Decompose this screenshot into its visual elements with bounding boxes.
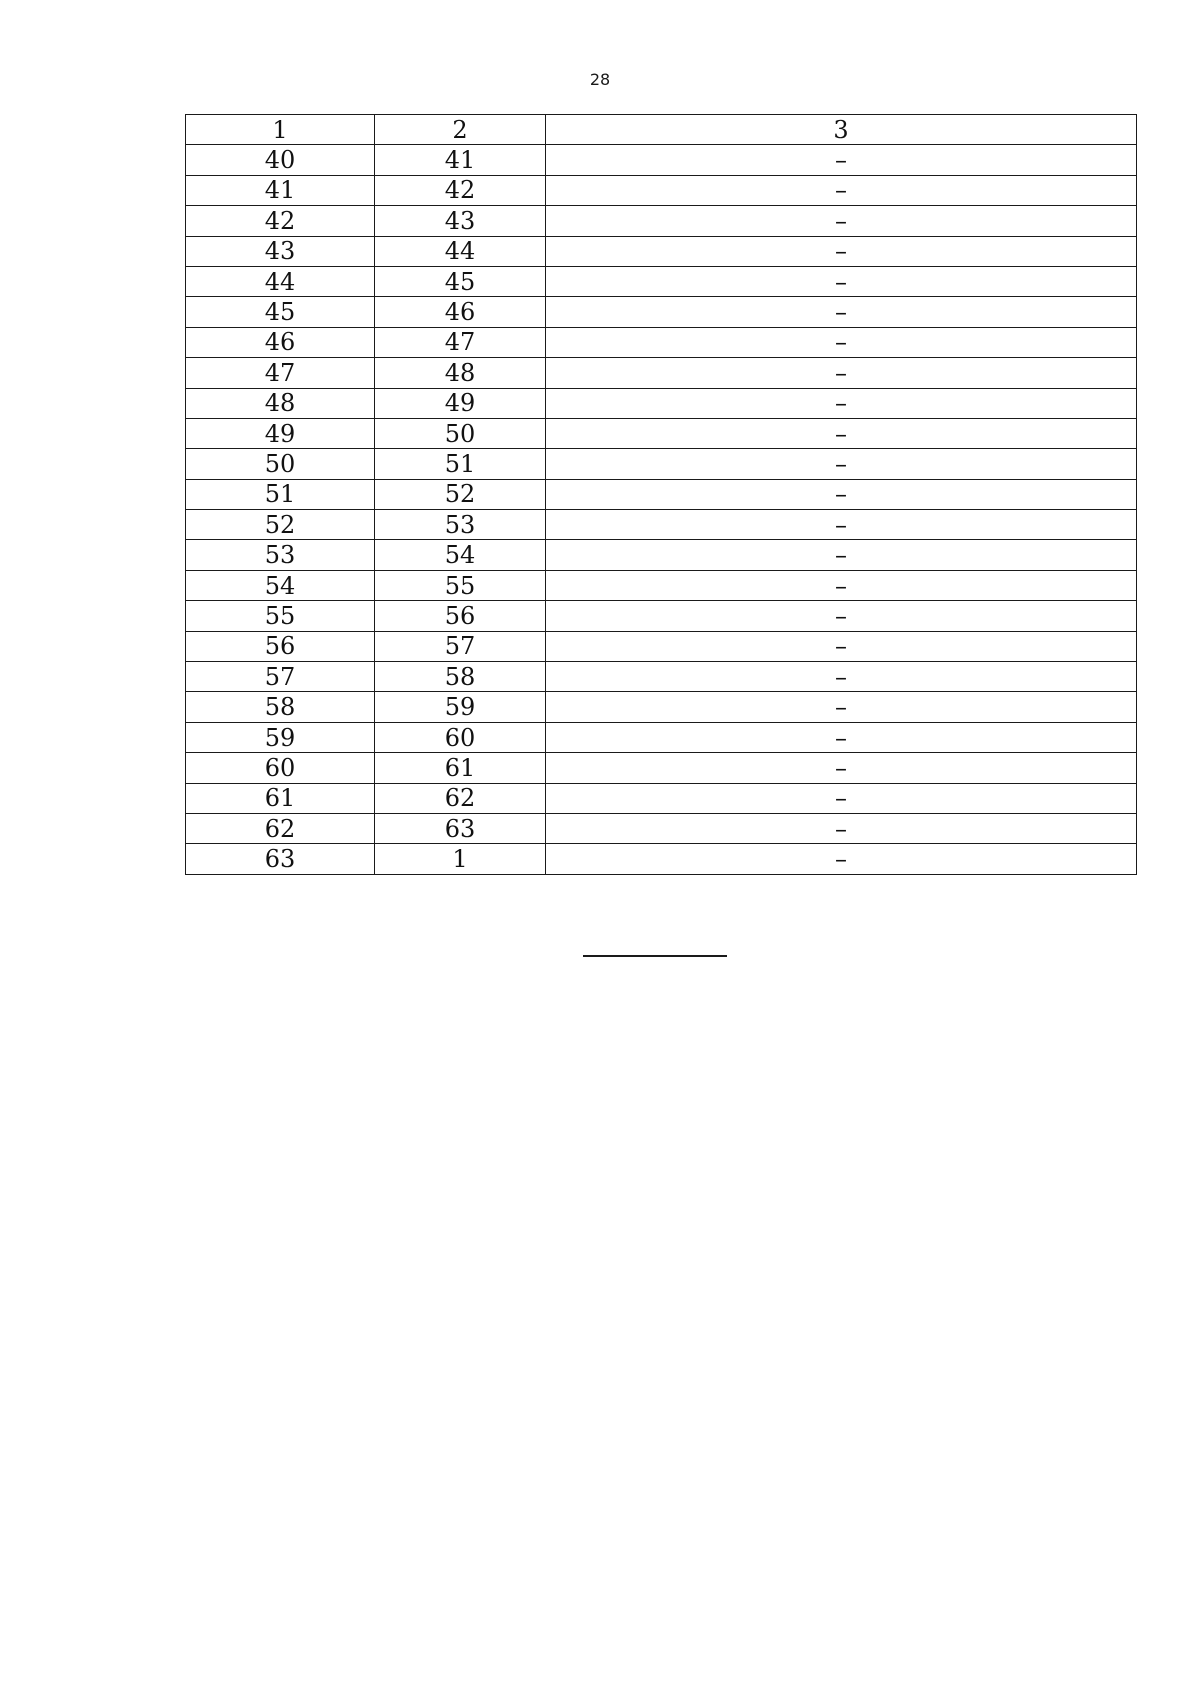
table-cell-col3: –	[546, 570, 1137, 600]
table-cell-col2: 45	[375, 266, 546, 296]
table-row	[186, 418, 1137, 448]
table-cell-col2: 62	[375, 783, 546, 813]
table-cell-col1: 46	[186, 327, 375, 357]
table-cell-col2: 53	[375, 510, 546, 540]
table-cell-col1: 55	[186, 601, 375, 631]
table-cell-col1: 53	[186, 540, 375, 570]
end-separator-rule	[583, 955, 727, 957]
table-cell-col3: –	[546, 510, 1137, 540]
table-row	[186, 692, 1137, 722]
data-table	[185, 114, 1137, 875]
page-number: 28	[589, 70, 611, 89]
table-cell-col3: –	[546, 813, 1137, 843]
header-cell-col1: 1	[186, 115, 375, 145]
table-cell-col1: 51	[186, 479, 375, 509]
table-cell-col1: 48	[186, 388, 375, 418]
table-cell-col3: –	[546, 175, 1137, 205]
table-cell-col3: –	[546, 540, 1137, 570]
table-cell-col1: 50	[186, 449, 375, 479]
table-row	[186, 662, 1137, 692]
table-cell-col2: 59	[375, 692, 546, 722]
table-cell-col1: 42	[186, 206, 375, 236]
table-cell-col2: 56	[375, 601, 546, 631]
header-cell-col2: 2	[375, 115, 546, 145]
table-cell-col1: 49	[186, 418, 375, 448]
table-cell-col1: 62	[186, 813, 375, 843]
table-cell-col3: –	[546, 236, 1137, 266]
table-row	[186, 540, 1137, 570]
table-cell-col3: –	[546, 631, 1137, 661]
table-row	[186, 297, 1137, 327]
table-cell-col3: –	[546, 327, 1137, 357]
table-cell-col3: –	[546, 449, 1137, 479]
table-row	[186, 145, 1137, 175]
table-cell-col3: –	[546, 297, 1137, 327]
table-cell-col1: 54	[186, 570, 375, 600]
table-row	[186, 175, 1137, 205]
table-cell-col3: –	[546, 358, 1137, 388]
table-row	[186, 601, 1137, 631]
table-header-row	[186, 115, 1137, 145]
table-row	[186, 266, 1137, 296]
table-cell-col2: 50	[375, 418, 546, 448]
table-cell-col2: 52	[375, 479, 546, 509]
table-cell-col3: –	[546, 266, 1137, 296]
table-cell-col3: –	[546, 418, 1137, 448]
table-row	[186, 479, 1137, 509]
table-cell-col2: 60	[375, 722, 546, 752]
table-cell-col3: –	[546, 206, 1137, 236]
table-cell-col2: 54	[375, 540, 546, 570]
table-cell-col3: –	[546, 145, 1137, 175]
table-row	[186, 358, 1137, 388]
table-cell-col2: 46	[375, 297, 546, 327]
table-cell-col1: 47	[186, 358, 375, 388]
table-cell-col2: 41	[375, 145, 546, 175]
table-cell-col1: 58	[186, 692, 375, 722]
table-row	[186, 388, 1137, 418]
table-row	[186, 783, 1137, 813]
table-cell-col1: 56	[186, 631, 375, 661]
table-cell-col2: 1	[375, 844, 546, 874]
header-cell-col3: 3	[546, 115, 1137, 145]
table-row	[186, 631, 1137, 661]
table-cell-col1: 41	[186, 175, 375, 205]
table-cell-col1: 43	[186, 236, 375, 266]
table-cell-col2: 44	[375, 236, 546, 266]
table-cell-col2: 57	[375, 631, 546, 661]
table-row	[186, 449, 1137, 479]
table-row	[186, 570, 1137, 600]
table-row	[186, 753, 1137, 783]
table-cell-col1: 52	[186, 510, 375, 540]
table-cell-col1: 60	[186, 753, 375, 783]
table-cell-col3: –	[546, 601, 1137, 631]
table-cell-col3: –	[546, 844, 1137, 874]
table-cell-col1: 57	[186, 662, 375, 692]
table-cell-col1: 63	[186, 844, 375, 874]
table-cell-col1: 44	[186, 266, 375, 296]
table-cell-col3: –	[546, 783, 1137, 813]
table-row	[186, 813, 1137, 843]
table-cell-col1: 61	[186, 783, 375, 813]
table-body	[186, 115, 1137, 875]
table-cell-col2: 47	[375, 327, 546, 357]
table-row	[186, 327, 1137, 357]
table-cell-col3: –	[546, 662, 1137, 692]
table-cell-col2: 55	[375, 570, 546, 600]
table-row	[186, 510, 1137, 540]
table-row	[186, 844, 1137, 874]
table-cell-col1: 40	[186, 145, 375, 175]
table-cell-col2: 42	[375, 175, 546, 205]
table-cell-col2: 48	[375, 358, 546, 388]
table-cell-col3: –	[546, 722, 1137, 752]
table-cell-col2: 58	[375, 662, 546, 692]
table-cell-col1: 45	[186, 297, 375, 327]
table-row	[186, 206, 1137, 236]
table-cell-col3: –	[546, 479, 1137, 509]
table-cell-col2: 49	[375, 388, 546, 418]
table-row	[186, 722, 1137, 752]
table-cell-col2: 63	[375, 813, 546, 843]
table-cell-col1: 59	[186, 722, 375, 752]
table-cell-col2: 43	[375, 206, 546, 236]
table-cell-col2: 61	[375, 753, 546, 783]
table-cell-col3: –	[546, 692, 1137, 722]
table-row	[186, 236, 1137, 266]
table-cell-col2: 51	[375, 449, 546, 479]
table-cell-col3: –	[546, 388, 1137, 418]
table-cell-col3: –	[546, 753, 1137, 783]
